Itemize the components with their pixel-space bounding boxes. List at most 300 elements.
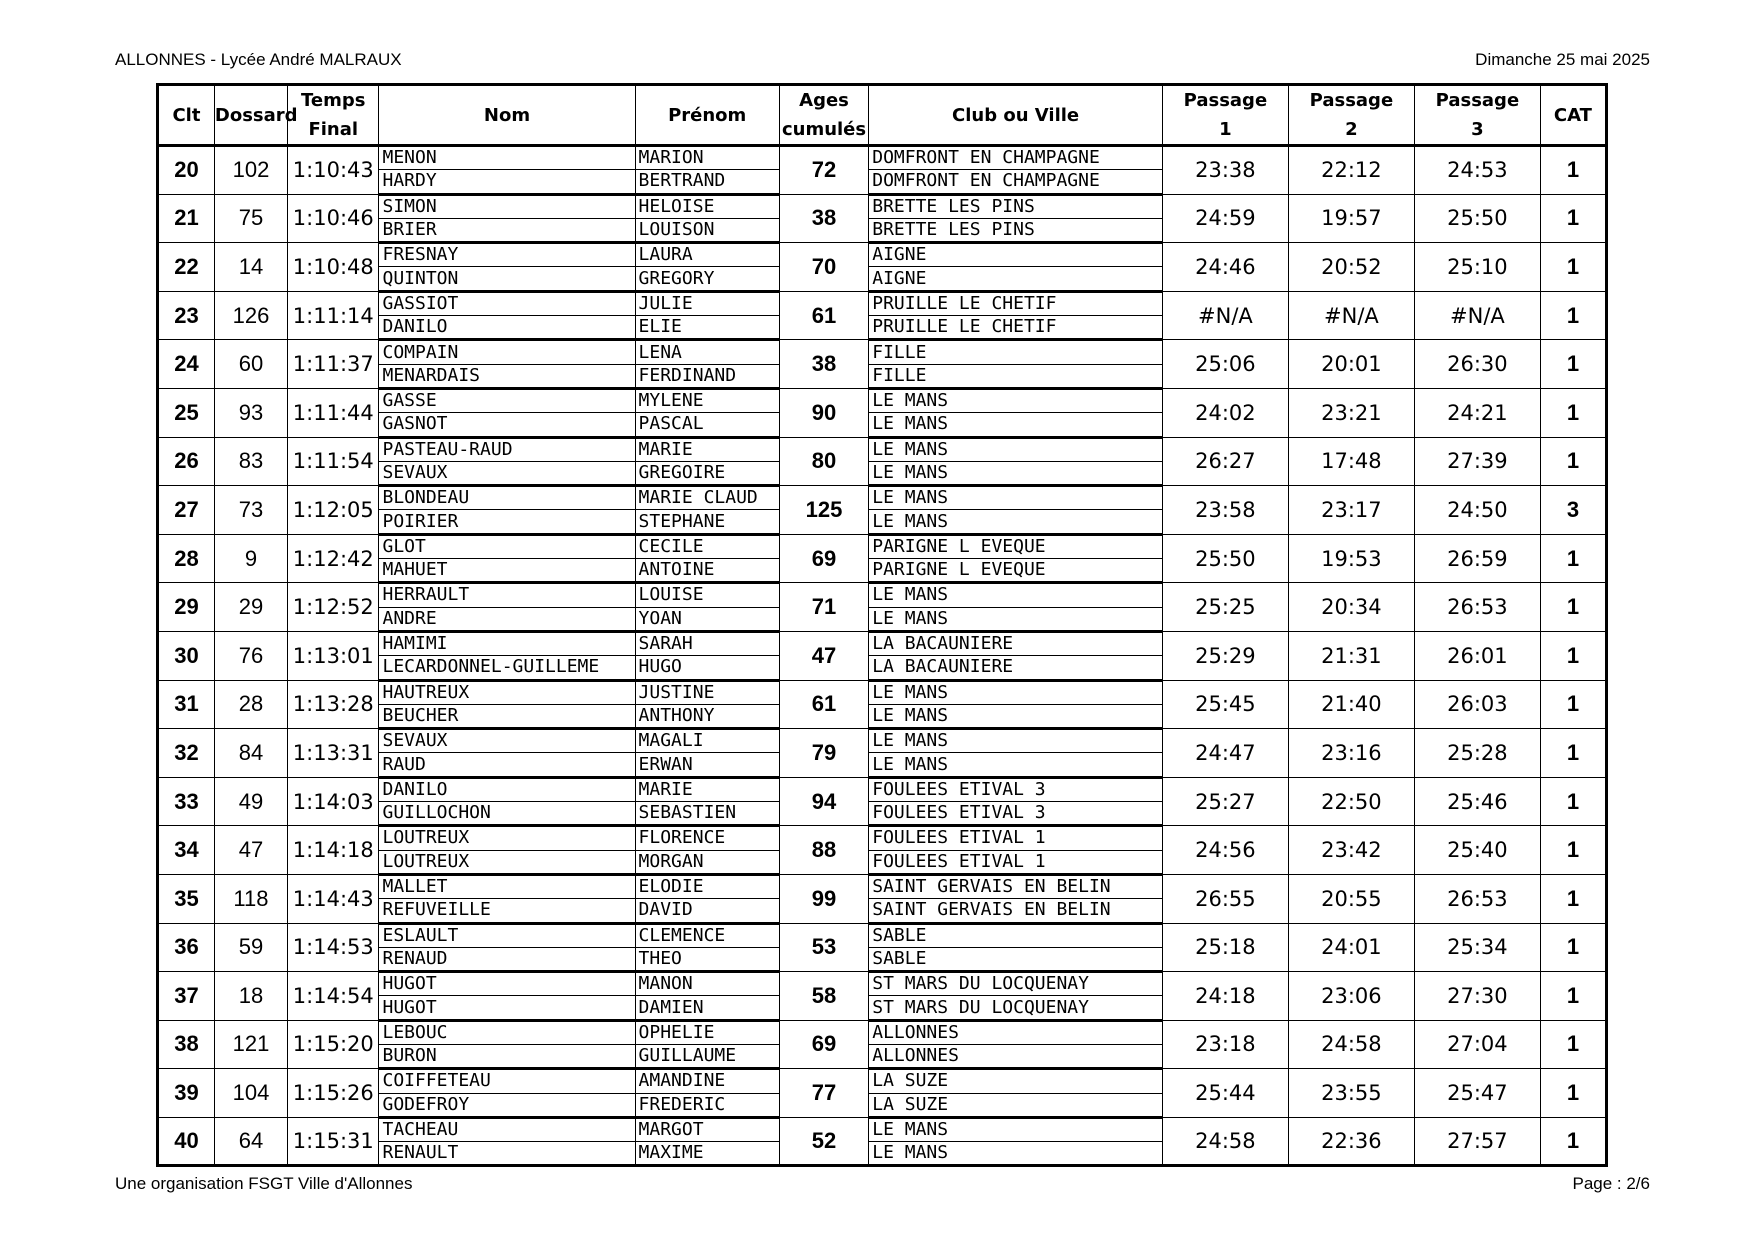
col-header-p1-l1: Passage <box>1183 90 1268 111</box>
cell-temps: 1:12:42 <box>288 534 379 583</box>
cell-club: SAINT GERVAIS EN BELIN <box>869 899 1163 923</box>
cell-passage-2: #N/A <box>1288 291 1414 340</box>
cell-clt: 33 <box>158 777 215 826</box>
cell-club: BRETTE LES PINS <box>869 194 1163 218</box>
cell-dossard: 75 <box>214 194 287 243</box>
cell-clt: 22 <box>158 243 215 292</box>
cell-clt: 37 <box>158 972 215 1021</box>
cell-club: FOULEES ETIVAL 3 <box>869 777 1163 801</box>
col-header-p2-l1: Passage <box>1309 90 1394 111</box>
cell-dossard: 29 <box>214 583 287 632</box>
cell-clt: 34 <box>158 826 215 875</box>
cell-passage-1: 26:55 <box>1162 874 1288 923</box>
cell-club: LE MANS <box>869 729 1163 753</box>
table-row <box>158 826 1607 850</box>
cell-passage-1: 25:45 <box>1162 680 1288 729</box>
cell-club: FOULEES ETIVAL 1 <box>869 826 1163 850</box>
cell-passage-2: 19:57 <box>1288 194 1414 243</box>
cell-nom: DANILO <box>379 777 635 801</box>
cell-passage-2: 22:36 <box>1288 1117 1414 1166</box>
cell-dossard: 126 <box>214 291 287 340</box>
cell-passage-3: 26:30 <box>1414 340 1540 389</box>
cell-clt: 23 <box>158 291 215 340</box>
cell-club: LE MANS <box>869 680 1163 704</box>
table-row <box>158 874 1607 898</box>
table-row <box>158 534 1607 558</box>
cell-nom: REFUVEILLE <box>379 899 635 923</box>
cell-prenom: ERWAN <box>635 753 779 777</box>
cell-passage-1: 24:46 <box>1162 243 1288 292</box>
cell-passage-3: 24:53 <box>1414 146 1540 195</box>
cell-clt: 28 <box>158 534 215 583</box>
cell-prenom: MARIE <box>635 777 779 801</box>
cell-temps: 1:11:14 <box>288 291 379 340</box>
cell-dossard: 76 <box>214 631 287 680</box>
cell-club: LA SUZE <box>869 1093 1163 1117</box>
cell-ages: 38 <box>779 194 868 243</box>
cell-dossard: 49 <box>214 777 287 826</box>
cell-passage-3: 27:30 <box>1414 972 1540 1021</box>
cell-passage-2: 23:17 <box>1288 486 1414 535</box>
table-row <box>158 1117 1607 1141</box>
cell-prenom: ELIE <box>635 316 779 340</box>
cell-club: ALLONNES <box>869 1020 1163 1044</box>
cell-prenom: LOUISON <box>635 218 779 242</box>
cell-nom: GASSE <box>379 388 635 412</box>
cell-passage-2: 20:01 <box>1288 340 1414 389</box>
cell-dossard: 9 <box>214 534 287 583</box>
cell-clt: 31 <box>158 680 215 729</box>
cell-club: LE MANS <box>869 1142 1163 1166</box>
cell-club: LE MANS <box>869 413 1163 437</box>
cell-nom: ANDRE <box>379 607 635 631</box>
cell-nom: GUILLOCHON <box>379 802 635 826</box>
cell-passage-2: 24:01 <box>1288 923 1414 972</box>
cell-nom: LOUTREUX <box>379 826 635 850</box>
cell-passage-2: 19:53 <box>1288 534 1414 583</box>
footer-organisation: Une organisation FSGT Ville d'Allonnes <box>115 1174 413 1193</box>
cell-passage-3: 24:50 <box>1414 486 1540 535</box>
cell-passage-1: 26:27 <box>1162 437 1288 486</box>
cell-dossard: 47 <box>214 826 287 875</box>
cell-ages: 69 <box>779 534 868 583</box>
cell-club: ST MARS DU LOCQUENAY <box>869 972 1163 996</box>
cell-club: AIGNE <box>869 243 1163 267</box>
cell-club: PARIGNE L EVEQUE <box>869 534 1163 558</box>
cell-ages: 125 <box>779 486 868 535</box>
cell-club: LE MANS <box>869 510 1163 534</box>
cell-cat: 1 <box>1540 826 1606 875</box>
table-row <box>158 291 1607 315</box>
cell-passage-2: 21:40 <box>1288 680 1414 729</box>
cell-passage-3: 25:28 <box>1414 729 1540 778</box>
table-row <box>158 194 1607 218</box>
cell-club: SABLE <box>869 923 1163 947</box>
cell-nom: LOUTREUX <box>379 850 635 874</box>
cell-passage-2: 21:31 <box>1288 631 1414 680</box>
cell-prenom: JUSTINE <box>635 680 779 704</box>
cell-passage-3: 26:53 <box>1414 583 1540 632</box>
cell-clt: 30 <box>158 631 215 680</box>
cell-nom: GASNOT <box>379 413 635 437</box>
table-row <box>158 923 1607 947</box>
cell-nom: GASSIOT <box>379 291 635 315</box>
col-header-passage-3 <box>1414 85 1540 146</box>
col-header-cat: CAT <box>1540 85 1606 146</box>
cell-nom: MENARDAIS <box>379 364 635 388</box>
cell-club: PARIGNE L EVEQUE <box>869 559 1163 583</box>
col-header-temps-l2: Final <box>308 119 359 140</box>
cell-prenom: MYLENE <box>635 388 779 412</box>
cell-cat: 1 <box>1540 194 1606 243</box>
cell-passage-1: 25:29 <box>1162 631 1288 680</box>
cell-prenom: FREDERIC <box>635 1093 779 1117</box>
col-header-nom: Nom <box>379 85 635 146</box>
header-event-title: ALLONNES - Lycée André MALRAUX <box>115 50 402 69</box>
footer-page-number: Page : 2/6 <box>1572 1174 1650 1193</box>
col-header-passage-1 <box>1162 85 1288 146</box>
col-header-temps-l1: Temps <box>301 90 366 111</box>
cell-temps: 1:14:54 <box>288 972 379 1021</box>
cell-passage-2: 20:34 <box>1288 583 1414 632</box>
cell-dossard: 84 <box>214 729 287 778</box>
cell-prenom: MAXIME <box>635 1142 779 1166</box>
cell-temps: 1:10:46 <box>288 194 379 243</box>
cell-passage-2: 20:52 <box>1288 243 1414 292</box>
cell-prenom: MARIE CLAUD <box>635 486 779 510</box>
cell-nom: MALLET <box>379 874 635 898</box>
cell-nom: DANILO <box>379 316 635 340</box>
cell-temps: 1:12:52 <box>288 583 379 632</box>
cell-prenom: STEPHANE <box>635 510 779 534</box>
cell-temps: 1:14:18 <box>288 826 379 875</box>
cell-prenom: BERTRAND <box>635 170 779 194</box>
cell-passage-2: 23:55 <box>1288 1069 1414 1118</box>
cell-ages: 58 <box>779 972 868 1021</box>
cell-clt: 40 <box>158 1117 215 1166</box>
cell-passage-1: 25:25 <box>1162 583 1288 632</box>
cell-nom: RAUD <box>379 753 635 777</box>
cell-prenom: MARIE <box>635 437 779 461</box>
cell-prenom: FLORENCE <box>635 826 779 850</box>
cell-prenom: OPHELIE <box>635 1020 779 1044</box>
table-row <box>158 146 1607 170</box>
cell-cat: 1 <box>1540 972 1606 1021</box>
col-header-p3-l1: Passage <box>1435 90 1520 111</box>
cell-passage-2: 23:06 <box>1288 972 1414 1021</box>
cell-clt: 21 <box>158 194 215 243</box>
cell-dossard: 102 <box>214 146 287 195</box>
cell-club: ALLONNES <box>869 1044 1163 1068</box>
cell-cat: 1 <box>1540 1020 1606 1069</box>
cell-temps: 1:11:54 <box>288 437 379 486</box>
cell-nom: HARDY <box>379 170 635 194</box>
cell-dossard: 14 <box>214 243 287 292</box>
cell-ages: 53 <box>779 923 868 972</box>
cell-nom: BLONDEAU <box>379 486 635 510</box>
cell-cat: 1 <box>1540 437 1606 486</box>
cell-dossard: 118 <box>214 874 287 923</box>
cell-passage-3: 26:53 <box>1414 874 1540 923</box>
cell-prenom: MAGALI <box>635 729 779 753</box>
cell-clt: 39 <box>158 1069 215 1118</box>
col-header-club: Club ou Ville <box>869 85 1163 146</box>
cell-club: DOMFRONT EN CHAMPAGNE <box>869 170 1163 194</box>
cell-nom: ESLAULT <box>379 923 635 947</box>
cell-club: BRETTE LES PINS <box>869 218 1163 242</box>
cell-nom: HAMIMI <box>379 631 635 655</box>
cell-passage-3: 27:39 <box>1414 437 1540 486</box>
cell-passage-1: 25:27 <box>1162 777 1288 826</box>
cell-nom: HUGOT <box>379 996 635 1020</box>
cell-ages: 72 <box>779 146 868 195</box>
cell-clt: 35 <box>158 874 215 923</box>
table-header-row <box>158 85 1607 146</box>
cell-temps: 1:10:43 <box>288 146 379 195</box>
cell-cat: 3 <box>1540 486 1606 535</box>
col-header-clt: Clt <box>158 85 215 146</box>
cell-ages: 69 <box>779 1020 868 1069</box>
cell-dossard: 18 <box>214 972 287 1021</box>
cell-nom: QUINTON <box>379 267 635 291</box>
cell-prenom: GREGOIRE <box>635 461 779 485</box>
cell-ages: 61 <box>779 680 868 729</box>
cell-club: FILLE <box>869 340 1163 364</box>
cell-club: ST MARS DU LOCQUENAY <box>869 996 1163 1020</box>
cell-prenom: AMANDINE <box>635 1069 779 1093</box>
cell-passage-1: 23:38 <box>1162 146 1288 195</box>
cell-cat: 1 <box>1540 340 1606 389</box>
cell-clt: 29 <box>158 583 215 632</box>
cell-passage-3: 27:04 <box>1414 1020 1540 1069</box>
cell-prenom: GREGORY <box>635 267 779 291</box>
col-header-ages-l2: cumulés <box>781 119 867 140</box>
cell-club: LA BACAUNIERE <box>869 631 1163 655</box>
table-row <box>158 1020 1607 1044</box>
cell-dossard: 104 <box>214 1069 287 1118</box>
cell-dossard: 73 <box>214 486 287 535</box>
cell-clt: 36 <box>158 923 215 972</box>
cell-passage-2: 22:12 <box>1288 146 1414 195</box>
cell-passage-2: 23:42 <box>1288 826 1414 875</box>
col-header-ages <box>779 85 868 146</box>
cell-nom: SIMON <box>379 194 635 218</box>
cell-club: LE MANS <box>869 753 1163 777</box>
col-header-p3-l2: 3 <box>1471 119 1484 140</box>
cell-prenom: DAMIEN <box>635 996 779 1020</box>
cell-temps: 1:15:31 <box>288 1117 379 1166</box>
cell-temps: 1:14:53 <box>288 923 379 972</box>
cell-dossard: 59 <box>214 923 287 972</box>
cell-prenom: ELODIE <box>635 874 779 898</box>
cell-passage-2: 23:21 <box>1288 388 1414 437</box>
cell-prenom: ANTOINE <box>635 559 779 583</box>
cell-passage-1: 25:44 <box>1162 1069 1288 1118</box>
cell-passage-1: #N/A <box>1162 291 1288 340</box>
cell-cat: 1 <box>1540 534 1606 583</box>
cell-passage-1: 25:50 <box>1162 534 1288 583</box>
cell-prenom: LOUISE <box>635 583 779 607</box>
cell-passage-3: 25:50 <box>1414 194 1540 243</box>
cell-temps: 1:15:26 <box>288 1069 379 1118</box>
cell-prenom: MARION <box>635 146 779 170</box>
cell-cat: 1 <box>1540 729 1606 778</box>
cell-dossard: 60 <box>214 340 287 389</box>
cell-club: SABLE <box>869 947 1163 971</box>
cell-passage-2: 23:16 <box>1288 729 1414 778</box>
cell-cat: 1 <box>1540 291 1606 340</box>
cell-passage-3: 25:46 <box>1414 777 1540 826</box>
cell-prenom: MANON <box>635 972 779 996</box>
cell-temps: 1:13:31 <box>288 729 379 778</box>
cell-prenom: THEO <box>635 947 779 971</box>
cell-club: LE MANS <box>869 437 1163 461</box>
table-row <box>158 486 1607 510</box>
cell-nom: RENAUD <box>379 947 635 971</box>
cell-passage-3: 25:34 <box>1414 923 1540 972</box>
cell-prenom: MORGAN <box>635 850 779 874</box>
header-date: Dimanche 25 mai 2025 <box>1475 50 1650 69</box>
col-header-temps <box>288 85 379 146</box>
cell-passage-3: #N/A <box>1414 291 1540 340</box>
cell-passage-1: 24:59 <box>1162 194 1288 243</box>
cell-ages: 77 <box>779 1069 868 1118</box>
cell-prenom: PASCAL <box>635 413 779 437</box>
cell-ages: 71 <box>779 583 868 632</box>
cell-cat: 1 <box>1540 923 1606 972</box>
cell-nom: COIFFETEAU <box>379 1069 635 1093</box>
cell-club: LA BACAUNIERE <box>869 656 1163 680</box>
cell-nom: RENAULT <box>379 1142 635 1166</box>
cell-prenom: ANTHONY <box>635 704 779 728</box>
cell-cat: 1 <box>1540 583 1606 632</box>
cell-passage-1: 24:02 <box>1162 388 1288 437</box>
cell-nom: HERRAULT <box>379 583 635 607</box>
cell-passage-3: 25:10 <box>1414 243 1540 292</box>
cell-cat: 1 <box>1540 777 1606 826</box>
cell-club: DOMFRONT EN CHAMPAGNE <box>869 146 1163 170</box>
cell-cat: 1 <box>1540 1069 1606 1118</box>
cell-prenom: GUILLAUME <box>635 1044 779 1068</box>
cell-temps: 1:12:05 <box>288 486 379 535</box>
cell-dossard: 64 <box>214 1117 287 1166</box>
col-header-ages-l1: Ages <box>799 90 849 111</box>
cell-ages: 70 <box>779 243 868 292</box>
cell-club: LE MANS <box>869 461 1163 485</box>
cell-passage-3: 24:21 <box>1414 388 1540 437</box>
cell-passage-3: 26:03 <box>1414 680 1540 729</box>
cell-club: LE MANS <box>869 583 1163 607</box>
table-row <box>158 583 1607 607</box>
cell-ages: 88 <box>779 826 868 875</box>
cell-club: LA SUZE <box>869 1069 1163 1093</box>
cell-club: LE MANS <box>869 704 1163 728</box>
cell-prenom: LENA <box>635 340 779 364</box>
cell-passage-2: 24:58 <box>1288 1020 1414 1069</box>
cell-ages: 79 <box>779 729 868 778</box>
cell-passage-1: 25:06 <box>1162 340 1288 389</box>
cell-passage-3: 25:40 <box>1414 826 1540 875</box>
cell-ages: 94 <box>779 777 868 826</box>
table-row <box>158 1069 1607 1093</box>
cell-temps: 1:11:37 <box>288 340 379 389</box>
cell-cat: 1 <box>1540 874 1606 923</box>
cell-cat: 1 <box>1540 388 1606 437</box>
cell-passage-1: 24:47 <box>1162 729 1288 778</box>
cell-prenom: JULIE <box>635 291 779 315</box>
cell-clt: 20 <box>158 146 215 195</box>
cell-nom: SEVAUX <box>379 729 635 753</box>
cell-club: PRUILLE LE CHETIF <box>869 316 1163 340</box>
cell-clt: 32 <box>158 729 215 778</box>
cell-nom: LECARDONNEL-GUILLEME <box>379 656 635 680</box>
cell-nom: BEUCHER <box>379 704 635 728</box>
col-header-prenom: Prénom <box>635 85 779 146</box>
cell-nom: GLOT <box>379 534 635 558</box>
table-row <box>158 631 1607 655</box>
cell-dossard: 121 <box>214 1020 287 1069</box>
cell-nom: BRIER <box>379 218 635 242</box>
cell-club: LE MANS <box>869 607 1163 631</box>
cell-passage-3: 26:01 <box>1414 631 1540 680</box>
cell-passage-3: 26:59 <box>1414 534 1540 583</box>
cell-ages: 38 <box>779 340 868 389</box>
cell-nom: PASTEAU-RAUD <box>379 437 635 461</box>
cell-ages: 47 <box>779 631 868 680</box>
cell-prenom: HELOISE <box>635 194 779 218</box>
cell-clt: 25 <box>158 388 215 437</box>
cell-passage-1: 23:18 <box>1162 1020 1288 1069</box>
cell-temps: 1:14:43 <box>288 874 379 923</box>
cell-prenom: LAURA <box>635 243 779 267</box>
cell-passage-1: 24:56 <box>1162 826 1288 875</box>
cell-dossard: 83 <box>214 437 287 486</box>
cell-passage-1: 25:18 <box>1162 923 1288 972</box>
cell-prenom: YOAN <box>635 607 779 631</box>
cell-nom: MENON <box>379 146 635 170</box>
cell-prenom: CLEMENCE <box>635 923 779 947</box>
cell-cat: 1 <box>1540 631 1606 680</box>
cell-ages: 90 <box>779 388 868 437</box>
cell-nom: TACHEAU <box>379 1117 635 1141</box>
cell-prenom: SARAH <box>635 631 779 655</box>
cell-club: LE MANS <box>869 486 1163 510</box>
cell-club: FOULEES ETIVAL 1 <box>869 850 1163 874</box>
cell-nom: MAHUET <box>379 559 635 583</box>
cell-nom: LEBOUC <box>379 1020 635 1044</box>
cell-nom: GODEFROY <box>379 1093 635 1117</box>
cell-club: AIGNE <box>869 267 1163 291</box>
cell-cat: 1 <box>1540 243 1606 292</box>
cell-nom: HUGOT <box>379 972 635 996</box>
table-row <box>158 437 1607 461</box>
cell-club: FILLE <box>869 364 1163 388</box>
cell-prenom: CECILE <box>635 534 779 558</box>
cell-nom: BURON <box>379 1044 635 1068</box>
cell-temps: 1:15:20 <box>288 1020 379 1069</box>
table-row <box>158 388 1607 412</box>
cell-passage-1: 24:18 <box>1162 972 1288 1021</box>
col-header-passage-2 <box>1288 85 1414 146</box>
cell-prenom: SEBASTIEN <box>635 802 779 826</box>
cell-nom: HAUTREUX <box>379 680 635 704</box>
cell-passage-1: 24:58 <box>1162 1117 1288 1166</box>
cell-club: FOULEES ETIVAL 3 <box>869 802 1163 826</box>
cell-clt: 24 <box>158 340 215 389</box>
results-table <box>156 83 1608 1167</box>
cell-passage-3: 27:57 <box>1414 1117 1540 1166</box>
cell-temps: 1:13:01 <box>288 631 379 680</box>
